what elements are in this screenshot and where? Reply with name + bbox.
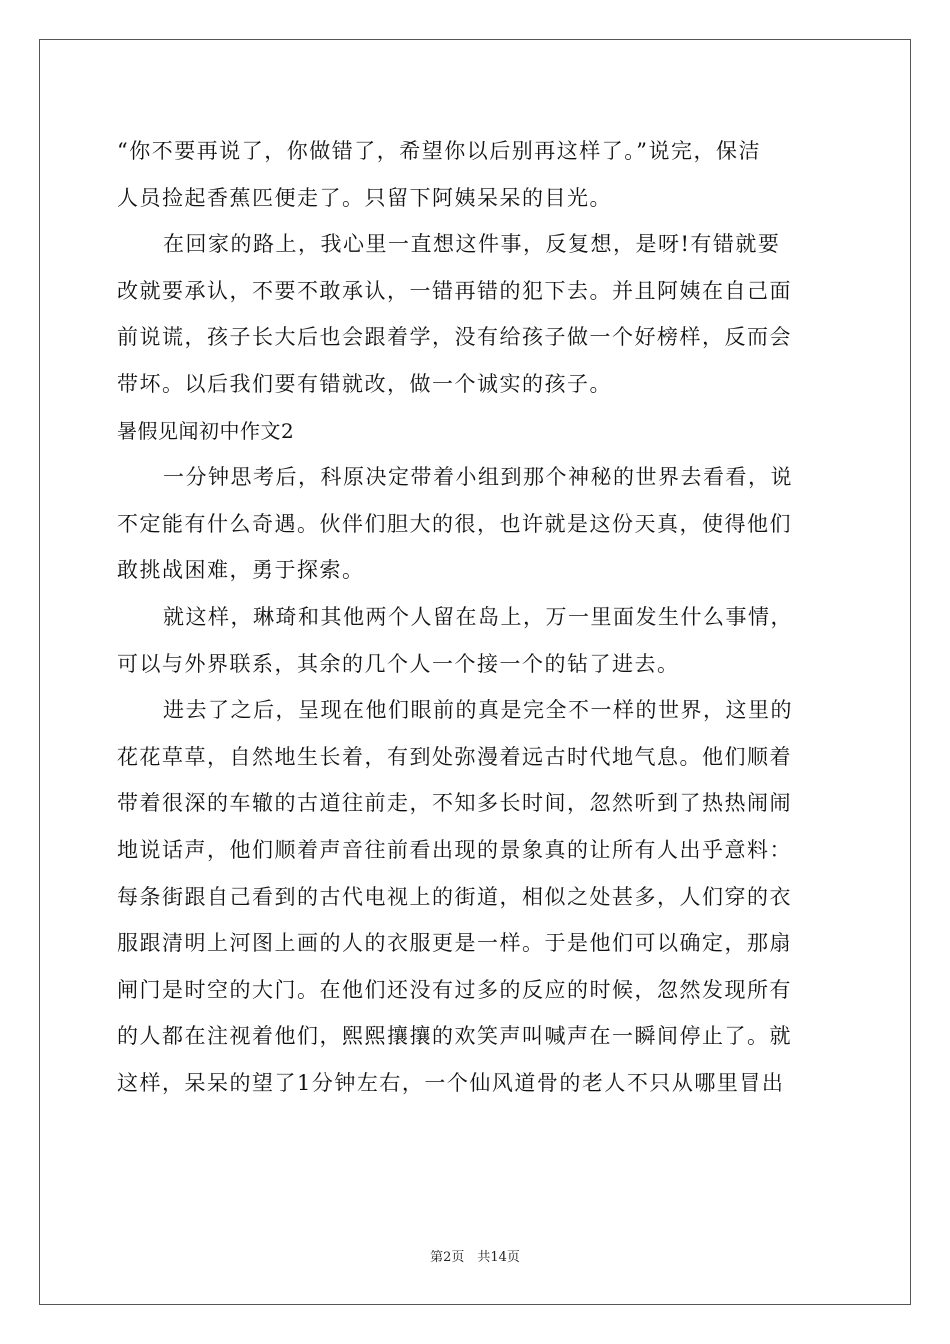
document-body	[117, 128, 833, 1106]
text-line: 闸门是时空的大门。在他们还没有过多的反应的时候，忽然发现所有	[117, 977, 792, 1002]
page-footer: 第2页 共14页	[430, 1250, 520, 1265]
text-line: 地说话声，他们顺着声音往前看出现的景象真的让所有人出乎意料：	[117, 837, 792, 862]
text-line: 不定能有什么奇遇。伙伴们胆大的很，也许就是这份天真，使得他们	[117, 511, 792, 536]
text-line: 人员捡起香蕉匹便走了。只留下阿姨呆呆的目光。	[117, 185, 612, 210]
text-line: 服跟清明上河图上画的人的衣服更是一样。于是他们可以确定，那扇	[117, 931, 792, 956]
text-line: 每条街跟自己看到的古代电视上的街道，相似之处甚多，人们穿的衣	[117, 884, 792, 909]
text-line: 带坏。以后我们要有错就改，做一个诚实的孩子。	[117, 371, 612, 396]
text-line: 改就要承认，不要不敢承认，一错再错的犯下去。并且阿姨在自己面	[117, 278, 792, 303]
text-line: 可以与外界联系，其余的几个人一个接一个的钻了进去。	[117, 651, 680, 676]
text-line: 花花草草，自然地生长着，有到处弥漫着远古时代地气息。他们顺着	[117, 744, 792, 769]
text-line: 就这样，琳琦和其他两个人留在岛上，万一里面发生什么事情，	[163, 604, 793, 629]
text-line: 带着很深的车辙的古道往前走，不知多长时间，忽然听到了热热闹闹	[117, 791, 792, 816]
text-line: 敢挑战困难，勇于探索。	[117, 558, 365, 583]
text-line: 的人都在注视着他们，熙熙攘攘的欢笑声叫喊声在一瞬间停止了。就	[117, 1024, 792, 1049]
text-line: 进去了之后，呈现在他们眼前的真是完全不一样的世界，这里的	[163, 698, 793, 723]
text-line: 前说谎，孩子长大后也会跟着学，没有给孩子做一个好榜样，反而会	[117, 325, 792, 350]
section-title: 暑假见闻初中作文2	[117, 418, 295, 443]
text-line: 一分钟思考后，科原决定带着小组到那个神秘的世界去看看，说	[163, 465, 793, 490]
text-line: “你不要再说了，你做错了，希望你以后别再这样了。”说完，保洁	[117, 139, 761, 163]
text-line: 在回家的路上，我心里一直想这件事，反复想，是呀!有错就要	[163, 232, 781, 257]
text-line: 这样，呆呆的望了1分钟左右，一个仙风道骨的老人不只从哪里冒出	[117, 1070, 785, 1095]
